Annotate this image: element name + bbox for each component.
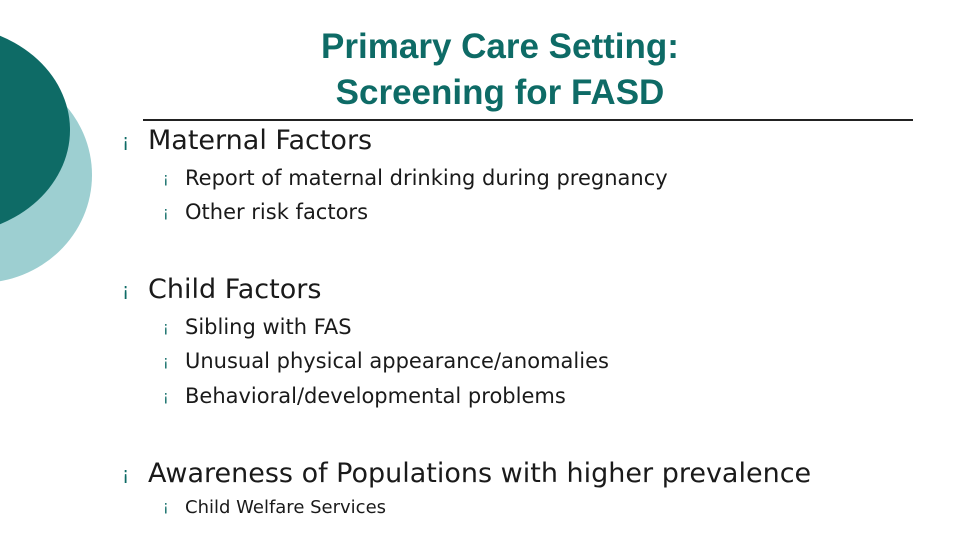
section-heading-maternal	[122, 125, 372, 156]
list-item	[163, 315, 352, 339]
list-item-text: Behavioral/developmental problems	[185, 384, 566, 408]
bullet-circle-icon: ¡	[163, 320, 169, 336]
list-item	[163, 384, 566, 408]
list-item	[163, 200, 368, 224]
bullet-circle-icon: ¡	[122, 131, 130, 152]
bullet-circle-icon: ¡	[163, 171, 169, 187]
list-item-text: Unusual physical appearance/anomalies	[185, 349, 609, 373]
section-heading-text: Awareness of Populations with higher prevalence	[148, 458, 812, 489]
list-item-text: Report of maternal drinking during pregnancy	[185, 166, 668, 190]
list-item-text: Other risk factors	[185, 200, 369, 224]
bullet-circle-icon: ¡	[163, 205, 169, 221]
list-item	[163, 349, 609, 373]
bullet-circle-icon: ¡	[163, 499, 169, 515]
bullet-circle-icon: ¡	[163, 354, 169, 370]
list-item-text: Sibling with FAS	[185, 315, 352, 339]
bullet-circle-icon: ¡	[122, 464, 130, 485]
list-item-text: Child Welfare Services	[185, 497, 387, 518]
list-item	[163, 166, 668, 190]
title-line-2: Screening for FASD	[335, 73, 665, 112]
bullet-circle-icon: ¡	[163, 389, 169, 405]
title-divider	[143, 119, 913, 121]
section-heading-text: Maternal Factors	[148, 125, 373, 156]
section-heading-text: Child Factors	[148, 274, 322, 305]
section-heading-awareness	[122, 458, 811, 489]
slide-title	[290, 24, 710, 116]
list-item	[163, 497, 386, 518]
bullet-circle-icon: ¡	[122, 280, 130, 301]
section-heading-child	[122, 274, 321, 305]
title-line-1: Primary Care Setting:	[321, 27, 679, 66]
